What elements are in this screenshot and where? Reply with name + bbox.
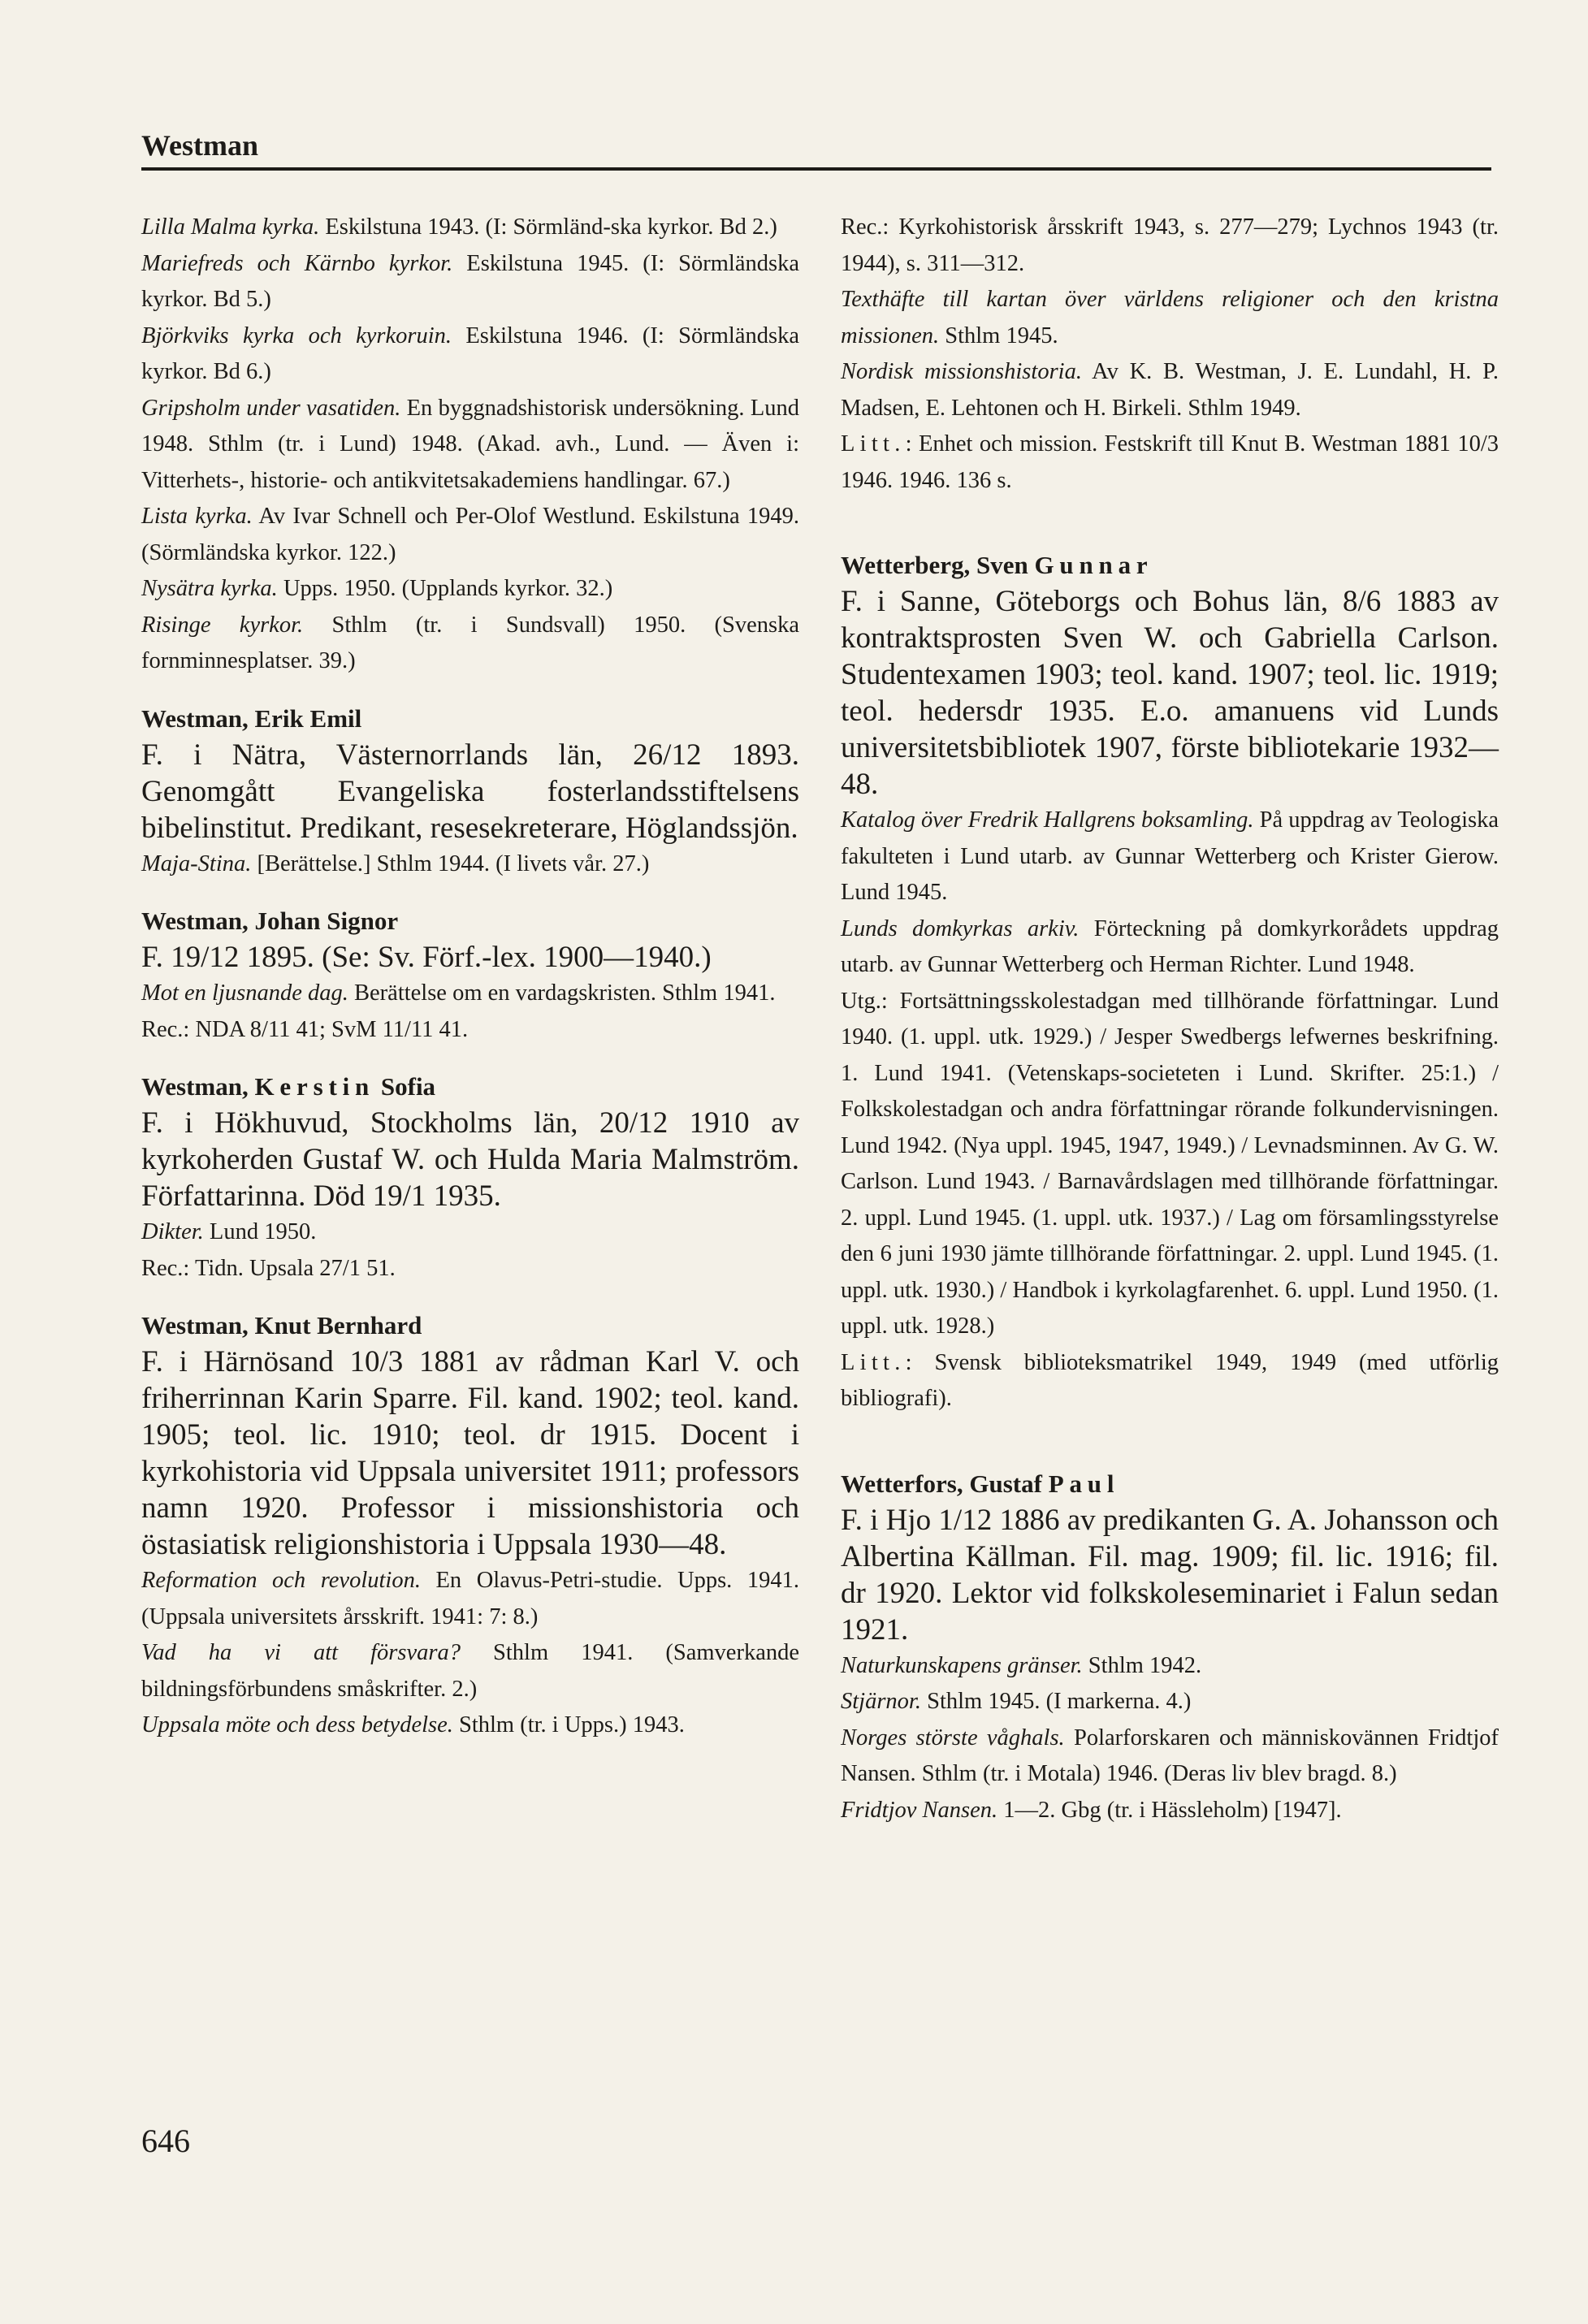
- work-details: Av Ivar Schnell och Per-Olof Westlund. Eskilstuna 1949. (Sörmländska kyrkor. 122.): [141, 504, 799, 565]
- work-entry: [141, 846, 799, 883]
- work-title: Lunds domkyrkas arkiv.: [841, 915, 1080, 941]
- work-entry: [141, 318, 799, 391]
- work-title: Risinge kyrkor.: [141, 612, 304, 638]
- right-column: [841, 210, 1499, 1828]
- work-details: Av K. B. Westman, J. E. Lundahl, H. P. Madsen, E. Lehtonen och H. Birkeli. Sthlm 1949.: [841, 359, 1499, 421]
- review-list: Rec.: Tidn. Upsala 27/1 51.: [141, 1255, 396, 1281]
- work-title: Katalog över Fredrik Hallgrens boksamling.: [841, 807, 1254, 833]
- work-details: Sthlm 1945. (I markerna. 4.): [921, 1689, 1192, 1714]
- work-details: På uppdrag av Teologiska fakulteten i Lund utarb. av Gunnar Wetterberg och Krister Gierow. Lund 1945.: [841, 807, 1499, 905]
- page-number: 646: [141, 2123, 190, 2159]
- header-title: Westman: [141, 129, 258, 162]
- work-entry: [141, 571, 799, 608]
- work-title: Maja-Stina.: [141, 850, 252, 876]
- work-entry: [841, 1684, 1499, 1720]
- entry-biography: F. 19/12 1895. (Se: Sv. Förf.-lex. 1900—1940.): [141, 941, 712, 974]
- work-title: Vad ha vi att försvara?: [141, 1640, 461, 1665]
- work-title: Nordisk missionshistoria.: [841, 359, 1082, 384]
- literature-note: Litt.: Svensk biblioteksmatrikel 1949, 1949 (med utförlig bibliografi).: [841, 1349, 1499, 1411]
- entry-wetterberg: [841, 547, 1499, 1417]
- review-list: Rec.: NDA 8/11 41; SvM 11/11 41.: [141, 1016, 469, 1042]
- work-details: Lund 1950.: [203, 1219, 317, 1244]
- work-title: Lilla Malma kyrka.: [141, 214, 320, 240]
- entry-biography: F. i Härnösand 10/3 1881 av rådman Karl V. och friherrinnan Karin Sparre. Fil. kand. 1902; teol. kand. 1905; teol. lic. 1910; teol. dr 1915. Docent i kyrkohistoria vid Uppsala universitet 1911; professors namn 1920. Professor i missionshistoria och östasiatisk religionshistoria i Uppsala 1930—48.: [141, 1345, 799, 1561]
- work-details: En Olavus-Petri-studie. Upps. 1941. (Uppsala universitets årsskrift. 1941: 7: 8.): [141, 1568, 799, 1629]
- entry-knut-continuation: [841, 210, 1499, 499]
- work-entry: [141, 1214, 799, 1251]
- work-entry: [841, 1720, 1499, 1793]
- work-entry: [141, 391, 799, 500]
- work-details: [Berättelse.] Sthlm 1944. (I livets vår. 27.): [251, 850, 650, 876]
- work-entry: [841, 803, 1499, 911]
- work-title: Stjärnor.: [841, 1689, 921, 1714]
- entry-knut-bernhard: [141, 1308, 799, 1744]
- work-title: Lista kyrka.: [141, 504, 253, 529]
- work-details: Eskilstuna 1945. (I: Sörmländska kyrkor. Bd 5.): [141, 250, 799, 312]
- work-details: Eskilstuna 1946. (I: Sörmländska kyrkor. Bd 6.): [141, 322, 799, 384]
- work-details: Sthlm (tr. i Sundsvall) 1950. (Svenska fornminnesplatser. 39.): [141, 612, 800, 673]
- work-entry: [841, 354, 1499, 426]
- work-title: Mot en ljusnande dag.: [141, 980, 348, 1006]
- entry-biography: F. i Nätra, Västernorrlands län, 26/12 1893. Genomgått Evangeliska fosterlandsstiftelsens bibelinstitut. Predikant, resesekreterare, Höglandssjön.: [141, 738, 799, 845]
- work-details: Eskilstuna 1943. (I: Sörmländ-ska kyrkor. Bd 2.): [319, 214, 777, 240]
- editorial-note: Utg.: Fortsättningsskolestadgan med tillhörande författningar. Lund 1940. (1. uppl. utk. 1929.) / Jesper Swedbergs lefwernes beskrifning. 1. Lund 1941. (Vetenskaps-societeten i Lund. Skrifter. 25:1.) / Folkskolestadgan och andra författningar rörande folkundervisningen. Lund 1942. (Nya uppl. 1945, 1947, 1949.) / Levnadsminnen. Av G. W. Carlson. Lund 1943. / Barnavårdslagen med tillhörande författningar. 2. uppl. Lund 1945. (1. uppl. utk. 1937.) / Lag om församlingsstyrelse den 6 juni 1930 jämte tillhörande författningar. 2. uppl. Lund 1945. (1. uppl. utk. 1930.) / Handbok i kyrkolagfarenhet. 6. uppl. Lund 1950. (1. uppl. utk. 1928.): [841, 988, 1499, 1339]
- work-title: Naturkunskapens gränser.: [841, 1652, 1083, 1678]
- entry-kerstin-sofia: [141, 1069, 799, 1287]
- work-details: 1—2. Gbg (tr. i Hässleholm) [1947].: [997, 1797, 1342, 1823]
- work-entry: [141, 210, 799, 246]
- left-column: [141, 210, 799, 1744]
- work-details: Sthlm 1942.: [1082, 1652, 1202, 1678]
- work-entry: [841, 282, 1499, 354]
- work-entry: [141, 1635, 799, 1707]
- work-details: Sthlm (tr. i Upps.) 1943.: [452, 1712, 685, 1738]
- work-title: Norges störste våghals.: [841, 1725, 1065, 1751]
- entry-johan-signor: [141, 903, 799, 1048]
- entry-name: Westman, Knut Bernhard: [141, 1311, 422, 1339]
- review-list: Rec.: Kyrkohistorisk årsskrift 1943, s. 277—279; Lychnos 1943 (tr. 1944), s. 311—312.: [841, 214, 1499, 276]
- work-entry: [841, 1648, 1499, 1685]
- entry-name: Westman, Erik Emil: [141, 703, 362, 733]
- work-details: Polarforskaren och människovännen Fridtjof Nansen. Sthlm (tr. i Motala) 1946. (Deras liv blev bragd. 8.): [841, 1725, 1499, 1786]
- running-header: [141, 128, 1491, 171]
- work-title: Fridtjov Nansen.: [841, 1797, 998, 1823]
- entry-name: Westman, Johan Signor: [141, 907, 399, 935]
- work-entry: [141, 1563, 799, 1635]
- entry-continuation-works: [141, 210, 799, 680]
- work-entry: [141, 246, 799, 318]
- work-title: Texthäfte till kartan över världens religioner och den kristna missionen.: [841, 287, 1499, 348]
- work-entry: [141, 499, 799, 571]
- entry-biography: F. i Hökhuvud, Stockholms län, 20/12 1910 av kyrkoherden Gustaf W. och Hulda Maria Malmström. Författarinna. Död 19/1 1935.: [141, 1106, 799, 1213]
- work-title: Dikter.: [141, 1219, 204, 1244]
- work-details: Berättelse om en vardagskristen. Sthlm 1941.: [348, 980, 776, 1006]
- work-entry: [841, 1793, 1499, 1829]
- work-entry: [841, 911, 1499, 984]
- work-details: En byggnadshistorisk undersökning. Lund 1948. Sthlm (tr. i Lund) 1948. (Akad. avh., Lund. — Även i: Vitterhets-, historie- och antikvitetsakademiens handlingar. 67.): [141, 395, 799, 493]
- entry-biography: F. i Hjo 1/12 1886 av predikanten G. A. Johansson och Albertina Källman. Fil. mag. 1909; fil. lic. 1916; fil. dr 1920. Lektor vid folkskoleseminariet i Falun sedan 1921.: [841, 1503, 1499, 1647]
- work-title: Reformation och revolution.: [141, 1568, 421, 1593]
- entry-name: Westman, Kerstin Sofia: [141, 1072, 436, 1101]
- work-details: Sthlm 1945.: [939, 322, 1058, 348]
- work-details: Sthlm 1941. (Samverkande bildningsförbundens småskrifter. 2.): [141, 1640, 799, 1702]
- work-title: Gripsholm under vasatiden.: [141, 395, 401, 421]
- literature-note: Litt.: Enhet och mission. Festskrift till Knut B. Westman 1881 10/3 1946. 1946. 136 s.: [841, 431, 1499, 493]
- work-entry: [141, 976, 799, 1012]
- entry-name: Wetterfors, Gustaf Paul: [841, 1469, 1120, 1498]
- work-title: Mariefreds och Kärnbo kyrkor.: [141, 250, 453, 276]
- entry-name: Wetterberg, Sven Gunnar: [841, 551, 1153, 579]
- entry-biography: F. i Sanne, Göteborgs och Bohus län, 8/6 1883 av kontraktsprosten Sven W. och Gabriella Carlson. Studentexamen 1903; teol. kand. 1907; teol. lic. 1919; teol. hedersdr 1935. E.o. amanuens vid Lunds universitetsbibliotek 1907, förste bibliotekarie 1932—48.: [841, 585, 1499, 801]
- work-title: Björkviks kyrka och kyrkoruin.: [141, 322, 452, 348]
- work-details: Upps. 1950. (Upplands kyrkor. 32.): [277, 576, 613, 601]
- work-details: Förteckning på domkyrkorådets uppdrag utarb. av Gunnar Wetterberg och Herman Richter. Lund 1948.: [841, 915, 1499, 977]
- work-title: Nysätra kyrka.: [141, 576, 278, 601]
- work-title: Uppsala möte och dess betydelse.: [141, 1712, 453, 1738]
- work-entry: [141, 1707, 799, 1744]
- entry-wetterfors: [841, 1466, 1499, 1829]
- entry-erik-emil: [141, 701, 799, 883]
- work-entry: [141, 608, 799, 680]
